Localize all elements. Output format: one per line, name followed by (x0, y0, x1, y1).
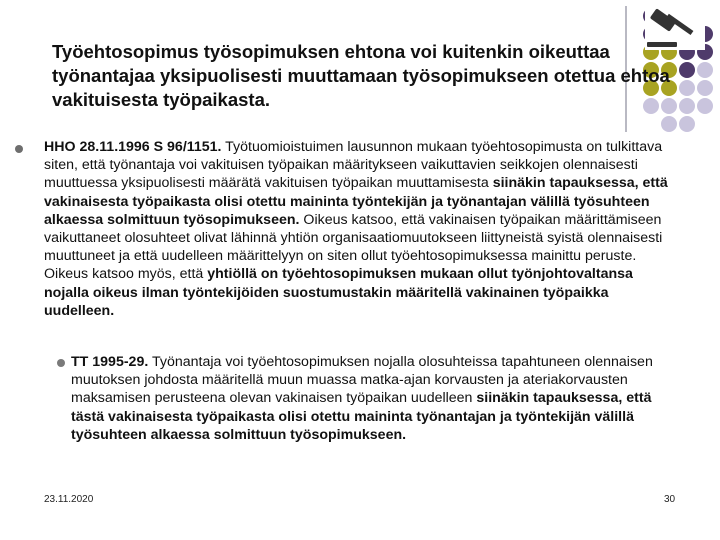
bullet-case-tt (71, 353, 681, 444)
case-text: Työtuomioistuimen lausunnon mukaan työehtosopimusta on tulkittava siten, että työnantaja voi vakituisen työpaikan määritykseen vaikuttavien seikkojen olennaisesti muuttuessa yksipuolisesti määrätä vakituisen työpaikan muuttamisesta (44, 139, 663, 192)
bullet-marker (15, 145, 23, 153)
slide-title: Työehtosopimus työsopimuksen ehtona voi kuitenkin oikeuttaa työnantajaa yksipuolisesti muuttamaan työsopimukseen otettua ehtoa vakituisesta työpaikasta. (52, 41, 670, 110)
case-emphasis: siinäkin tapauksessa, että vakinaisesta työpaikasta olisi otettu maininta työntekijän ja työnantajan välillä työsuhteen alkaessa solmittuun työsopimukseen. (44, 175, 668, 228)
case-emphasis: siinäkin tapauksessa, että tästä vakinaisesta työpaikasta olisi otettu maininta työnantajan ja työntekijän välillä työsuhteen alkaessa solmittuun työsopimukseen. (71, 390, 652, 443)
footer-date: 23.11.2020 (44, 494, 94, 505)
sub-bullet-marker (57, 359, 65, 367)
case-text: Oikeus katsoo, että vakinaisen työpaikan määrittämiseen vaikuttaneet olosuhteet olivat lähinnä yhtiön organisaatiomuutokseen liittyneistä syistä olennaisesti muuttuneet ja että uudelleen määrittelyyn on siten ollut työehtosopimuksessa mainittu peruste. Oikeus katsoo myös, että (44, 211, 663, 283)
bullet-case-hho (44, 138, 674, 320)
page-number: 30 (664, 494, 676, 505)
case-reference: TT 1995-29. (71, 354, 149, 370)
case-emphasis: yhtiöllä on työehtosopimuksen mukaan ollut työnjohtovaltansa nojalla oikeus ilman työntekijöiden suostumustakin määritellä vakinainen työpaikka uudelleen. (44, 266, 633, 319)
case-text: Työnantaja voi työehtosopimuksen nojalla olosuhteissa tapahtuneen olennaisen muutoksen johdosta määritellä muun muassa matka-ajan korvausten ja ateriakorvausten maksamisen perusteena olevan vakinaisen työpaikan uudelleen (71, 354, 653, 407)
case-reference: HHO 28.11.1996 S 96/1151. (44, 139, 222, 155)
